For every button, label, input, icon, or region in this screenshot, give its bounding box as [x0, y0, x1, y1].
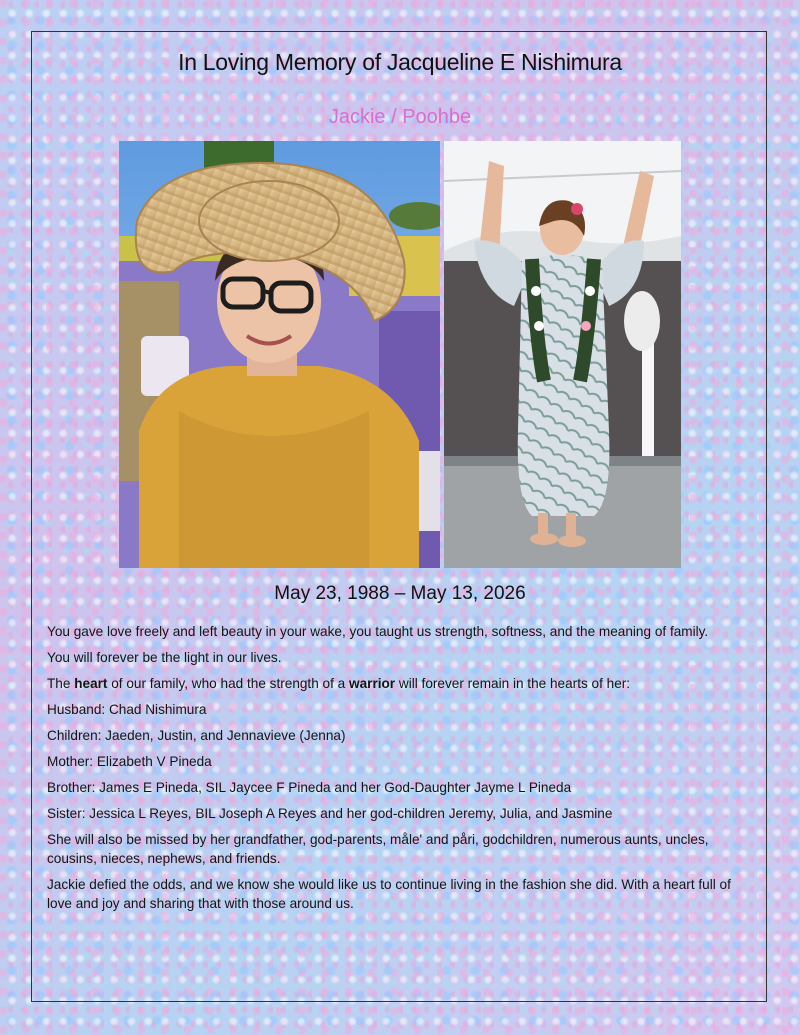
bold-word-warrior: warrior [349, 676, 396, 691]
photo-hula-dancer [444, 141, 681, 568]
nickname: Jackie / Poohbe [328, 106, 472, 128]
family-husband: Husband: Chad Nishimura [47, 702, 207, 717]
family-others: She will also be missed by her grandfather, god-parents, måle' and påri, godchildren, numerous aunts, uncles, cousins, nieces, nephews, and friends. [47, 832, 709, 866]
family-mother: Mother: Elizabeth V Pineda [47, 754, 212, 769]
tribute-line [47, 674, 757, 693]
bold-word-heart: heart [74, 676, 108, 691]
family-brother: Brother: James E Pineda, SIL Jaycee F Pineda and her God-Daughter Jayme L Pineda [47, 780, 572, 795]
page-title: In Loving Memory of Jacqueline E Nishimura [178, 49, 622, 75]
closing-text: Jackie defied the odds, and we know she would like us to continue living in the fashion she did. With a heart full of love and joy and sharing that with those around us. [47, 877, 731, 911]
family-children: Children: Jaeden, Justin, and Jennavieve (Jenna) [47, 728, 346, 743]
text-fragment: The [47, 676, 75, 691]
photo-portrait [119, 141, 440, 568]
text-fragment: of our family, who had the strength of a [107, 676, 350, 691]
tribute-line: You gave love freely and left beauty in your wake, you taught us strength, softness, and the meaning of family. [47, 624, 709, 639]
tribute-text [47, 622, 757, 920]
family-sister: Sister: Jessica L Reyes, BIL Joseph A Reyes and her god-children Jeremy, Julia, and Jasmine [47, 806, 613, 821]
text-fragment: will forever remain in the hearts of her: [395, 676, 631, 691]
tribute-line: You will forever be the light in our lives. [47, 650, 282, 665]
life-dates: May 23, 1988 – May 13, 2026 [274, 583, 526, 604]
